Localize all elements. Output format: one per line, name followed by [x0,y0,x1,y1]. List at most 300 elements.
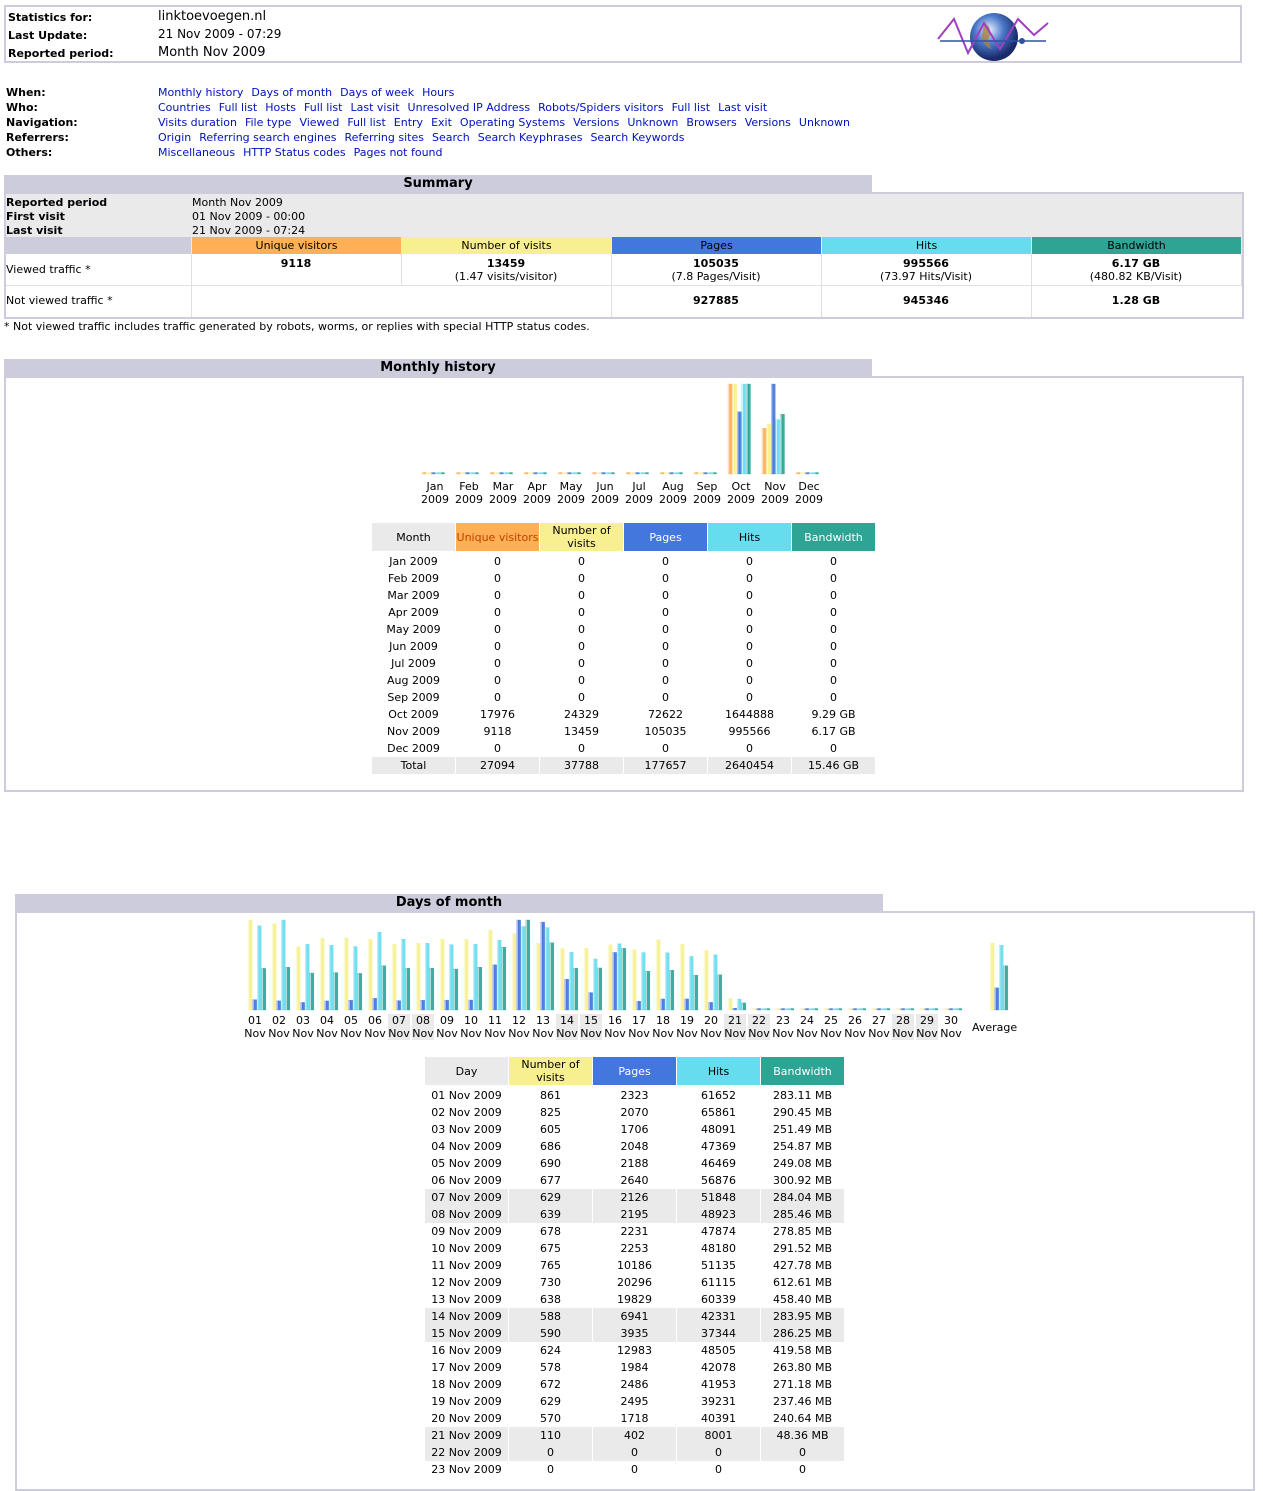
day-tick-month: Nov [364,1027,386,1040]
monthly-table-cell: 0 [662,640,669,653]
nav-link[interactable]: Unresolved IP Address [407,101,531,114]
month-tick-year: 2009 [727,493,755,506]
nav-row-label: Navigation: [6,116,78,129]
day-tick [868,1014,890,1040]
days-table-cell: 40391 [701,1412,736,1425]
viewed-subvalue: (1.47 visits/visitor) [454,270,558,283]
days-table-cell: 17 Nov 2009 [431,1361,502,1374]
days-table-cell: 6941 [593,1308,676,1325]
nav-link[interactable]: Viewed [299,116,340,129]
bar-number-of-visits-23 [776,1009,780,1011]
month-tick-month: Dec [798,480,820,493]
days-table-cell: 0 [509,1444,592,1461]
bar-bandwidth-mb--20 [718,975,722,1010]
monthly-table-cell: 0 [662,674,669,687]
days-table-cell: 08 Nov 2009 [425,1206,508,1223]
day-tick-month: Nov [628,1027,650,1040]
bar-hits-12 [521,926,525,1010]
monthly-table-cell: 9118 [483,725,512,738]
bar-hits-16 [617,944,621,1010]
monthly-table-cell: 0 [494,674,501,687]
nav-link[interactable]: Days of week [340,86,415,99]
days-table-cell: 251.49 MB [772,1123,833,1136]
bar-pages-02 [277,1001,281,1010]
day-tick-month: Nov [916,1027,938,1040]
bar-number-of-visits-26 [848,1009,852,1011]
monthly-table-cell: 0 [494,657,501,670]
nav-link[interactable]: Pages not found [353,146,443,159]
bar-bandwidth-mb--18 [670,970,674,1010]
bar-pages-09 [445,1000,449,1010]
day-tick [652,1014,674,1040]
monthly-table-cell: 0 [662,555,669,568]
day-tick-month: Nov [676,1027,698,1040]
monthly-table-cell: 0 [662,606,669,619]
monthly-table-cell: Jan 2009 [389,555,438,568]
days-table-cell: 570 [540,1412,561,1425]
viewed-value: 13459 [486,257,526,270]
nav-link[interactable]: Unknown [627,116,679,129]
monthly-table-cell: 0 [662,742,669,755]
days-table-cell: 0 [677,1444,760,1461]
nav-link[interactable]: Hosts [265,101,296,114]
days-table-cell: 16 Nov 2009 [431,1344,502,1357]
days-table-cell: 48.36 MB [761,1427,844,1444]
day-tick-number: 17 [632,1014,646,1027]
nav-link[interactable]: Hours [422,86,455,99]
days-table-cell: 2323 [620,1089,649,1102]
days-table-header: Day [425,1057,508,1085]
bar-number-of-visits-09 [440,939,444,1010]
monthly-table-cell: 0 [662,572,669,585]
days-table-cell: 06 Nov 2009 [431,1174,502,1187]
bar-pages-15 [589,993,593,1010]
monthly-table-cell: 0 [662,657,669,670]
day-tick-number: 13 [536,1014,550,1027]
bar-hits-05 [353,946,357,1010]
day-tick [340,1014,362,1040]
monthly-table-cell: 0 [578,606,585,619]
bar-pages-26 [853,1009,857,1011]
nav-link[interactable]: Last visit [350,101,400,114]
day-tick-number: 14 [560,1014,574,1027]
day-tick-number: 25 [824,1014,838,1027]
bar-hits-15 [593,959,597,1010]
days-table-cell: 01 Nov 2009 [431,1089,502,1102]
day-tick [508,1014,530,1040]
monthly-table-cell: 0 [578,674,585,687]
month-tick-year: 2009 [421,493,449,506]
summary-column-header: Unique visitors [192,237,401,254]
days-table-cell: 0 [631,1463,638,1476]
month-tick-month: Mar [492,480,514,493]
day-tick [580,1014,602,1040]
day-tick-month: Nov [412,1027,434,1040]
monthly-table-cell: 0 [494,691,501,704]
month-tick-year: 2009 [591,493,619,506]
days-table-cell: 12983 [617,1344,652,1357]
bar-hits-22 [761,1009,765,1011]
bar-bandwidth-mb--19 [694,975,698,1010]
day-tick-number: 02 [272,1014,286,1027]
days-table-cell: 12 Nov 2009 [431,1276,502,1289]
day-tick-number: 19 [680,1014,694,1027]
days-table-cell: 730 [540,1276,561,1289]
nav-link[interactable]: Visits duration [158,116,237,129]
month-tick-month: May [559,480,583,493]
viewed-value: 9118 [280,257,312,270]
days-table-cell: 678 [540,1225,561,1238]
monthly-table-cell: 0 [494,572,501,585]
monthly-table-cell: 0 [494,640,501,653]
days-table-cell: 605 [540,1123,561,1136]
day-tick-month: Nov [940,1027,962,1040]
nav-link[interactable]: Search Keyphrases [477,131,583,144]
bar-number-of-visits-13 [536,943,540,1010]
viewed-value: 105035 [693,257,739,270]
bar-pages-16 [613,952,617,1010]
bar-bandwidth-mb--25 [838,1009,842,1011]
nav-link[interactable]: File type [244,116,292,129]
day-tick [700,1014,722,1040]
nav-link[interactable]: Last visit [718,101,768,114]
monthly-table-cell: 0 [830,589,837,602]
not-viewed-value: 1.28 GB [1111,294,1161,307]
nav-link[interactable]: Full list [671,101,711,114]
days-table-cell: 624 [540,1344,561,1357]
bar-bandwidth-mb--09 [454,969,458,1010]
days-table-cell: 283.11 MB [772,1089,833,1102]
day-tick-number: 05 [344,1014,358,1027]
days-table-cell: 639 [509,1206,592,1223]
monthly-table-cell: 0 [578,640,585,653]
monthly-table-header: Pages [624,523,707,551]
nav-link[interactable]: Origin [158,131,192,144]
days-table-cell: 51848 [677,1189,760,1206]
bar-pages-17 [637,1001,641,1010]
bar-pages-29 [925,1009,929,1011]
days-table-cell: 2048 [620,1140,649,1153]
bar-hits-08 [425,943,429,1010]
bar-bandwidth-mb--08 [430,968,434,1010]
bar-bandwidth-mb--12 [526,920,530,1010]
days-table-cell: 2126 [593,1189,676,1206]
days-table-cell: 300.92 MB [772,1174,833,1187]
day-tick-month: Nov [388,1027,410,1040]
monthly-table-cell: 0 [494,742,501,755]
days-table-cell: 0 [547,1463,554,1476]
bar-pages-27 [877,1009,881,1011]
day-tick-month: Nov [892,1027,914,1040]
not-viewed-value: 927885 [693,294,739,307]
day-tick-number: 08 [416,1014,430,1027]
day-tick-number: 22 [752,1014,766,1027]
nav-link[interactable]: Operating Systems [459,116,566,129]
bar-hits-04 [329,945,333,1010]
days-table-cell: 458.40 MB [772,1293,833,1306]
day-tick-month: Nov [748,1027,770,1040]
days-table-cell: 48923 [677,1206,760,1223]
days-table-cell: 15 Nov 2009 [425,1325,508,1342]
monthly-table-cell: 0 [494,589,501,602]
monthly-total-cell: 177657 [624,757,707,774]
month-tick-month: Jul [632,480,646,493]
monthly-table-cell: 17976 [480,708,515,721]
bar-hits-03 [305,944,309,1010]
day-tick-number: 28 [896,1014,910,1027]
viewed-traffic-label: Viewed traffic * [6,263,91,276]
bar-number-of-visits-10 [464,939,468,1010]
bar-hits-11 [497,940,501,1010]
bar-pages-07 [397,1001,401,1010]
bar-hits-02 [281,920,285,1010]
day-tick-month: Nov [244,1027,266,1040]
monthly-table-cell: 0 [830,555,837,568]
days-table-cell: 861 [540,1089,561,1102]
nav-link[interactable]: Versions [573,116,620,129]
nav-row-label: Others: [6,146,53,159]
bar-pages-24 [805,1009,809,1011]
days-table-cell: 263.80 MB [772,1361,833,1374]
day-tick [844,1014,866,1040]
day-tick-month: Nov [724,1027,746,1040]
days-table-cell: 19 Nov 2009 [431,1395,502,1408]
days-table-cell: 20296 [617,1276,652,1289]
nav-link[interactable]: HTTP Status codes [243,146,346,159]
days-table-cell: 20 Nov 2009 [431,1412,502,1425]
day-tick [748,1014,770,1040]
monthly-table-cell: 0 [494,555,501,568]
month-tick-month: Feb [459,480,479,493]
days-table-cell: 05 Nov 2009 [431,1157,502,1170]
monthly-table-cell: 0 [746,674,753,687]
day-tick-month: Nov [556,1027,578,1040]
month-tick-year: 2009 [523,493,551,506]
nav-link[interactable]: Days of month [251,86,333,99]
days-table-cell: 283.95 MB [761,1308,844,1325]
monthly-table-cell: 0 [830,674,837,687]
days-table-cell: 677 [540,1174,561,1187]
month-tick-month: Aug [662,480,684,493]
monthly-table-cell: Apr 2009 [388,606,439,619]
monthly-table-cell: 0 [662,623,669,636]
day-tick-number: 29 [920,1014,934,1027]
days-table-cell: 675 [540,1242,561,1255]
days-table-cell: 0 [593,1444,676,1461]
days-table-cell: 686 [540,1140,561,1153]
bar-bandwidth-mb--28 [910,1009,914,1011]
bar-number-of-visits-07 [392,944,396,1010]
bar-pages-18 [661,999,665,1010]
bar-number-of-visits-22 [752,1009,756,1011]
bar-bandwidth-mb--16 [622,948,626,1010]
day-tick [820,1014,842,1040]
nav-row-label: Who: [6,101,38,114]
days-table-cell: 612.61 MB [772,1276,833,1289]
bar-hits-09 [449,945,453,1010]
nav-link[interactable]: Exit [431,116,452,129]
bar-number-of-visits-20 [704,950,708,1010]
nav-link[interactable]: Search Keywords [590,131,685,144]
bar-hits-23 [785,1009,789,1011]
day-tick [436,1014,458,1040]
days-table-cell: 271.18 MB [772,1378,833,1391]
days-table-cell: 51135 [701,1259,736,1272]
nav-row-label: Referrers: [6,131,69,144]
nav-link[interactable]: Browsers [686,116,737,129]
days-table-cell: 46469 [701,1157,736,1170]
month-tick-month: Jun [596,480,614,493]
month-tick-year: 2009 [557,493,585,506]
bar-hits-28 [905,1009,909,1011]
bar-hits-30 [953,1009,957,1011]
monthly-table-cell: 0 [746,742,753,755]
not-viewed-traffic-label: Not viewed traffic * [6,294,113,307]
days-table-cell: 249.08 MB [772,1157,833,1170]
bar-number-of-visits-19 [680,944,684,1010]
bar-number-of-visits-18 [656,940,660,1010]
bar-number-of-visits-30 [944,1009,948,1011]
day-tick-month: Nov [844,1027,866,1040]
nav-link[interactable]: Versions [744,116,791,129]
bar-number-of-visits-14 [560,949,564,1010]
days-table-cell: 60339 [701,1293,736,1306]
days-table-cell: 11 Nov 2009 [431,1259,502,1272]
monthly-table-cell: 0 [494,606,501,619]
monthly-table-cell: 0 [830,640,837,653]
monthly-table-cell: 72622 [648,708,683,721]
bar-number-of-visits-28 [896,1009,900,1011]
days-table-cell: 0 [799,1463,806,1476]
monthly-table-cell: 0 [830,691,837,704]
bar-bandwidth-mb--22 [766,1009,770,1011]
stats-for-label: Statistics for: [8,11,93,24]
bar-hits-17 [641,952,645,1010]
bar-number-of-visits-25 [824,1009,828,1011]
summary-footnote: * Not viewed traffic includes traffic generated by robots, worms, or replies with special HTTP status codes. [4,320,590,333]
nav-link[interactable]: Referring sites [344,131,424,144]
nav-link[interactable]: Robots/Spiders visitors [538,101,664,114]
bar-hits-24 [809,1009,813,1011]
day-tick-month: Nov [700,1027,722,1040]
bar-bandwidth-mb--07 [406,968,410,1010]
bar-bandwidth-mb--average [1004,966,1008,1010]
bar-hits-20 [713,955,717,1010]
day-tick [796,1014,818,1040]
nav-link[interactable]: Full list [304,101,343,114]
day-tick-number: 27 [872,1014,886,1027]
bar-pages-28 [901,1009,905,1011]
days-table-cell: 588 [509,1308,592,1325]
days-table-cell: 285.46 MB [761,1206,844,1223]
bar-pages-01 [253,1000,257,1010]
day-tick-number: 15 [584,1014,598,1027]
bar-pages-03 [301,1002,305,1010]
reported-period-value: Month Nov 2009 [158,45,266,60]
day-tick [772,1014,794,1040]
nav-link[interactable]: Countries [158,101,211,114]
bar-bandwidth-mb--06 [382,966,386,1010]
monthly-table-header: Month [372,523,455,551]
days-table-cell: 13 Nov 2009 [431,1293,502,1306]
days-table-cell: 237.46 MB [772,1395,833,1408]
day-tick [556,1014,578,1040]
nav-link[interactable]: Unknown [798,116,850,129]
monthly-table-cell: Aug 2009 [387,674,440,687]
day-tick [676,1014,698,1040]
nav-link[interactable]: Full list [347,116,386,129]
month-tick-year: 2009 [761,493,789,506]
nav-link[interactable]: Monthly history [158,86,244,99]
days-table-cell: 240.64 MB [772,1412,833,1425]
nav-link[interactable]: Miscellaneous [158,146,236,159]
days-table-cell: 427.78 MB [772,1259,833,1272]
bar-number-of-visits-05 [344,938,348,1010]
bar-bandwidth-mb--13 [550,943,554,1010]
bar-number-of-visits-02 [272,924,276,1010]
day-tick-month: Nov [508,1027,530,1040]
day-tick [388,1014,410,1040]
bar-number-of-visits-06 [368,939,372,1010]
bar-pages-13 [541,922,545,1010]
nav-link[interactable]: Full list [218,101,258,114]
day-tick [460,1014,482,1040]
days-table-cell: 672 [540,1378,561,1391]
bar-bandwidth-mb--21 [742,1003,746,1010]
days-table-cell: 110 [509,1427,592,1444]
monthly-table-cell: 0 [578,555,585,568]
monthly-table-cell: Jun 2009 [389,640,438,653]
day-tick [412,1014,434,1040]
day-tick [604,1014,626,1040]
days-table-cell: 629 [509,1189,592,1206]
days-table-cell: 03 Nov 2009 [431,1123,502,1136]
bar-number-of-visits-12 [512,934,516,1010]
month-tick-year: 2009 [693,493,721,506]
day-tick-number: 20 [704,1014,718,1027]
day-tick-number: 23 [776,1014,790,1027]
monthly-table-cell: 0 [494,623,501,636]
bar-bandwidth-mb--04 [334,973,338,1010]
days-table-cell: 61115 [701,1276,736,1289]
days-table-cell: 2195 [593,1206,676,1223]
bar-pages-22 [757,1009,761,1011]
bar-number-of-visits-15 [584,948,588,1010]
days-table-cell: 48505 [701,1344,736,1357]
day-tick [628,1014,650,1040]
nav-link[interactable]: Search [431,131,470,144]
monthly-table-cell: 0 [662,589,669,602]
days-table-cell: 2188 [620,1157,649,1170]
summary-column-header: Hits [822,237,1031,254]
bar-pages-25 [829,1009,833,1011]
monthly-table-cell: 0 [578,589,585,602]
monthly-table-cell: 0 [830,623,837,636]
monthly-table-cell: 0 [578,657,585,670]
viewed-value: 995566 [903,257,949,270]
days-table-cell: 291.52 MB [772,1242,833,1255]
nav-row-label: When: [6,86,46,99]
days-table-cell: 07 Nov 2009 [425,1189,508,1206]
day-tick [316,1014,338,1040]
day-tick-number: 07 [392,1014,406,1027]
nav-link[interactable]: Referring search engines [199,131,337,144]
days-table-cell: 23 Nov 2009 [431,1463,502,1476]
bar-bandwidth-mb--24 [814,1009,818,1011]
days-table-cell: 825 [540,1106,561,1119]
bar-pages-23 [781,1009,785,1011]
nav-link[interactable]: Entry [393,116,424,129]
